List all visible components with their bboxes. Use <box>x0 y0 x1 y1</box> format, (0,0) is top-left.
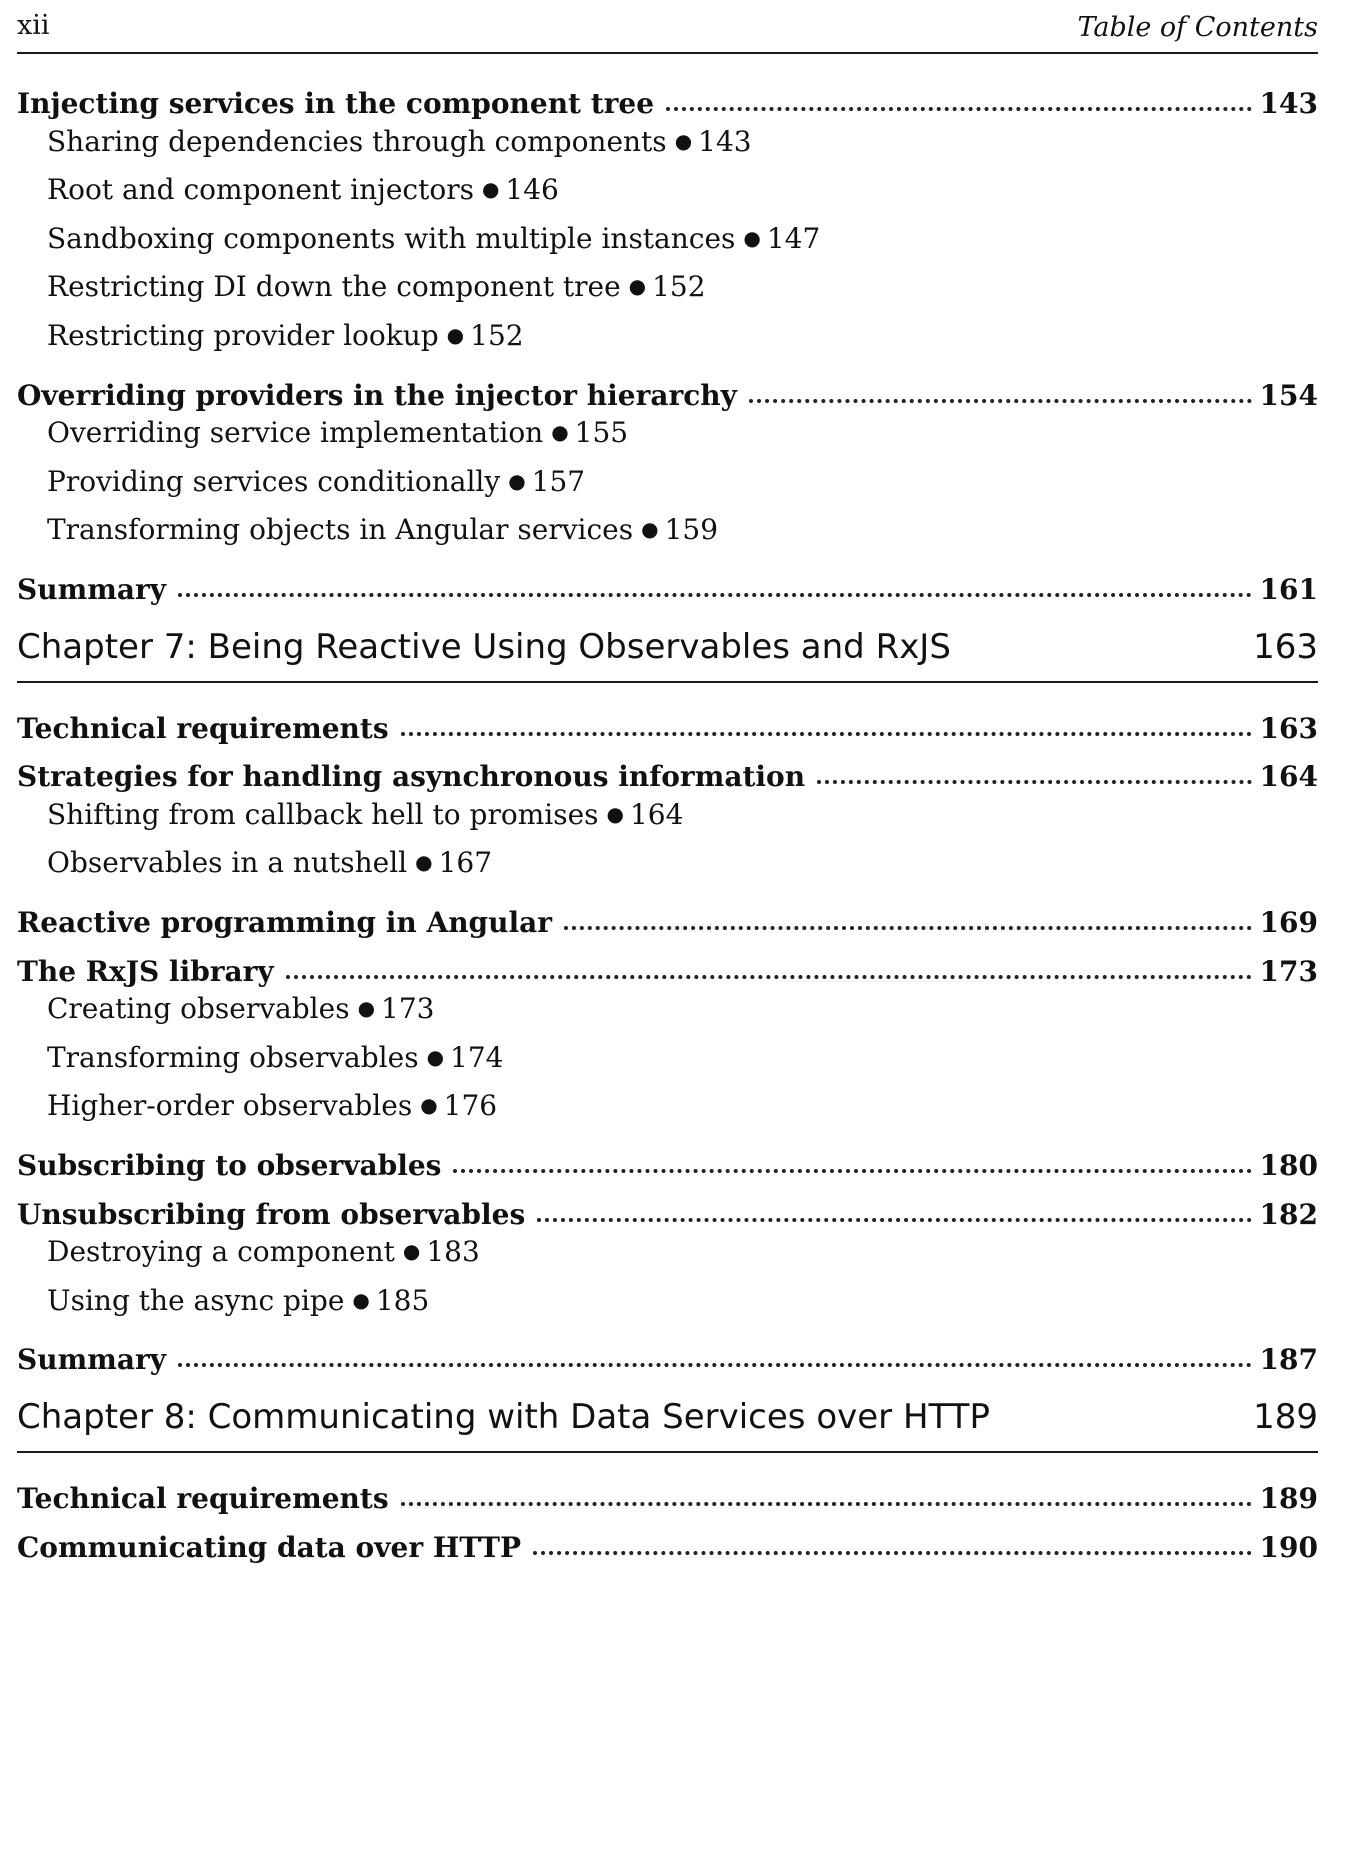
dot-leader <box>401 1502 1252 1506</box>
running-head <box>17 8 1318 54</box>
toc-subentry-title: Higher-order observables <box>47 1089 413 1123</box>
bullet-icon: ● <box>674 128 693 153</box>
toc-entry-title: Summary <box>17 573 166 606</box>
toc-entry-title: Strategies for handling asynchronous information <box>17 760 806 794</box>
chapter-title: Chapter 8: Communicating with Data Services over HTTP <box>17 1397 990 1437</box>
toc-subentry[interactable] <box>47 319 1318 363</box>
dot-leader <box>286 975 1252 979</box>
bullet-icon: ● <box>508 468 526 493</box>
toc-subentry-page-number: 155 <box>574 416 629 450</box>
toc-entry-title: Communicating data over HTTP <box>17 1530 521 1564</box>
toc-subentry-title: Observables in a nutshell <box>47 846 408 880</box>
toc-entry-title: Subscribing to observables <box>17 1149 442 1182</box>
bullet-icon: ● <box>352 1287 370 1312</box>
toc-entry-title: Injecting services in the component tree <box>17 87 655 120</box>
toc-subentry-page-number: 159 <box>664 513 719 547</box>
toc-entry[interactable] <box>17 562 1318 606</box>
bullet-icon: ● <box>551 420 569 445</box>
toc-subentry-title: Restricting DI down the component tree <box>47 270 621 304</box>
toc-entry[interactable] <box>17 368 1318 412</box>
toc-entry-title: Unsubscribing from observables <box>17 1197 526 1231</box>
toc-subentry-title: Creating observables <box>47 992 350 1026</box>
toc-subentry-title: Destroying a component <box>47 1235 395 1269</box>
dot-leader <box>401 732 1252 736</box>
toc-subentry-page-number: 147 <box>766 221 821 255</box>
toc-entry-page-number: 161 <box>1259 573 1318 606</box>
toc-subentry-title: Transforming objects in Angular services <box>47 513 634 547</box>
chapter-heading[interactable] <box>17 1393 1318 1453</box>
toc-subentry-page-number: 173 <box>381 992 435 1026</box>
toc-entry-title: Technical requirements <box>17 1482 389 1515</box>
bullet-icon: ● <box>628 274 647 299</box>
dot-leader <box>533 1551 1252 1555</box>
toc-subentry-page-number: 183 <box>426 1235 480 1269</box>
toc-subentry-title: Transforming observables <box>47 1040 419 1074</box>
toc-entry[interactable] <box>17 1332 1318 1376</box>
bullet-icon: ● <box>743 225 761 250</box>
dot-leader <box>453 1169 1251 1173</box>
dot-leader <box>178 593 1252 597</box>
toc-entry[interactable] <box>17 895 1318 939</box>
toc-entry-page-number: 187 <box>1259 1343 1318 1377</box>
toc-subentry[interactable] <box>47 798 1318 842</box>
dot-leader <box>537 1218 1251 1222</box>
toc-subentry[interactable] <box>47 173 1318 217</box>
toc-subentry-page-number: 152 <box>652 270 706 304</box>
toc-subentry-page-number: 174 <box>450 1040 504 1074</box>
toc-entry-page-number: 190 <box>1259 1530 1318 1564</box>
toc-subentry-page-number: 146 <box>505 173 559 207</box>
toc-subentry-title: Root and component injectors <box>47 173 474 207</box>
toc-entry[interactable] <box>17 944 1318 988</box>
toc-subentry[interactable] <box>47 513 1318 557</box>
bullet-icon: ● <box>415 850 433 875</box>
toc-subentry-page-number: 176 <box>443 1089 498 1123</box>
dot-leader <box>666 107 1252 111</box>
toc-entry-page-number: 164 <box>1259 760 1318 794</box>
toc-subentry-title: Sandboxing components with multiple instances <box>47 221 736 255</box>
toc-subentry[interactable] <box>47 465 1318 509</box>
toc-subentry[interactable] <box>47 222 1318 266</box>
toc-entry-page-number: 189 <box>1259 1482 1318 1515</box>
bullet-icon: ● <box>641 517 659 542</box>
toc-entry-title: Technical requirements <box>17 711 389 745</box>
toc-subentry-page-number: 164 <box>629 797 684 831</box>
chapter-page-number: 163 <box>1253 626 1318 667</box>
toc-subentry-page-number: 157 <box>531 464 586 498</box>
toc-entry-title: Summary <box>17 1343 166 1377</box>
toc-subentry[interactable] <box>47 125 1318 169</box>
toc-entry-title: Overriding providers in the injector hierarchy <box>17 378 737 412</box>
toc-subentry-title: Using the async pipe <box>47 1283 345 1317</box>
bullet-icon: ● <box>481 177 500 202</box>
toc-entry-page-number: 169 <box>1259 906 1318 939</box>
dot-leader <box>178 1363 1252 1367</box>
toc-subentry-title: Sharing dependencies through components <box>47 124 667 158</box>
toc-entry-title: The RxJS library <box>17 954 274 988</box>
toc-entry[interactable] <box>17 1471 1318 1515</box>
toc-subentry-page-number: 152 <box>470 319 524 352</box>
toc-entry-page-number: 154 <box>1259 378 1318 412</box>
bullet-icon: ● <box>402 1239 421 1264</box>
toc-subentry[interactable] <box>47 1041 1318 1085</box>
toc-subentry[interactable] <box>47 1089 1318 1133</box>
toc-entry[interactable] <box>17 1520 1318 1564</box>
bullet-icon: ● <box>606 801 624 826</box>
dot-leader <box>564 926 1252 930</box>
toc-subentry-title: Restricting provider lookup <box>47 319 439 352</box>
toc-entry[interactable] <box>17 76 1318 120</box>
toc-page <box>17 0 1318 1850</box>
toc-entry-title: Reactive programming in Angular <box>17 906 553 939</box>
toc-entry-page-number: 143 <box>1259 87 1318 120</box>
page-number: xii <box>17 10 50 41</box>
bullet-icon: ● <box>446 323 465 347</box>
toc-subentry[interactable] <box>47 1235 1318 1279</box>
toc-entry-page-number: 180 <box>1259 1149 1318 1182</box>
toc-subentry-title: Overriding service implementation <box>47 416 544 450</box>
toc-subentry[interactable] <box>47 846 1318 890</box>
toc-entry-page-number: 163 <box>1259 711 1318 745</box>
toc-entry[interactable] <box>17 1187 1318 1231</box>
bullet-icon: ● <box>420 1093 438 1118</box>
toc-subentry-page-number: 143 <box>698 124 752 158</box>
toc-subentry[interactable] <box>47 270 1318 314</box>
toc-entry[interactable] <box>17 749 1318 793</box>
chapter-page-number: 189 <box>1253 1397 1318 1437</box>
toc-entry[interactable] <box>17 1138 1318 1182</box>
bullet-icon: ● <box>357 996 376 1021</box>
dot-leader <box>749 399 1252 403</box>
toc-subentry-title: Providing services conditionally <box>47 464 501 498</box>
toc-entry-page-number: 173 <box>1259 954 1318 988</box>
toc-subentry-page-number: 185 <box>375 1283 430 1317</box>
running-title: Table of Contents <box>1077 12 1318 43</box>
toc-subentry[interactable] <box>47 416 1318 460</box>
toc-subentry-title: Shifting from callback hell to promises <box>47 797 599 831</box>
chapter-heading[interactable] <box>17 623 1318 683</box>
toc-subentry[interactable] <box>47 992 1318 1036</box>
toc-subentry-page-number: 167 <box>438 846 493 880</box>
toc-entry[interactable] <box>17 701 1318 745</box>
toc-entry-page-number: 182 <box>1259 1197 1318 1231</box>
chapter-title: Chapter 7: Being Reactive Using Observables and RxJS <box>17 626 951 667</box>
bullet-icon: ● <box>426 1044 445 1069</box>
toc-subentry[interactable] <box>47 1284 1318 1328</box>
dot-leader <box>817 780 1251 784</box>
